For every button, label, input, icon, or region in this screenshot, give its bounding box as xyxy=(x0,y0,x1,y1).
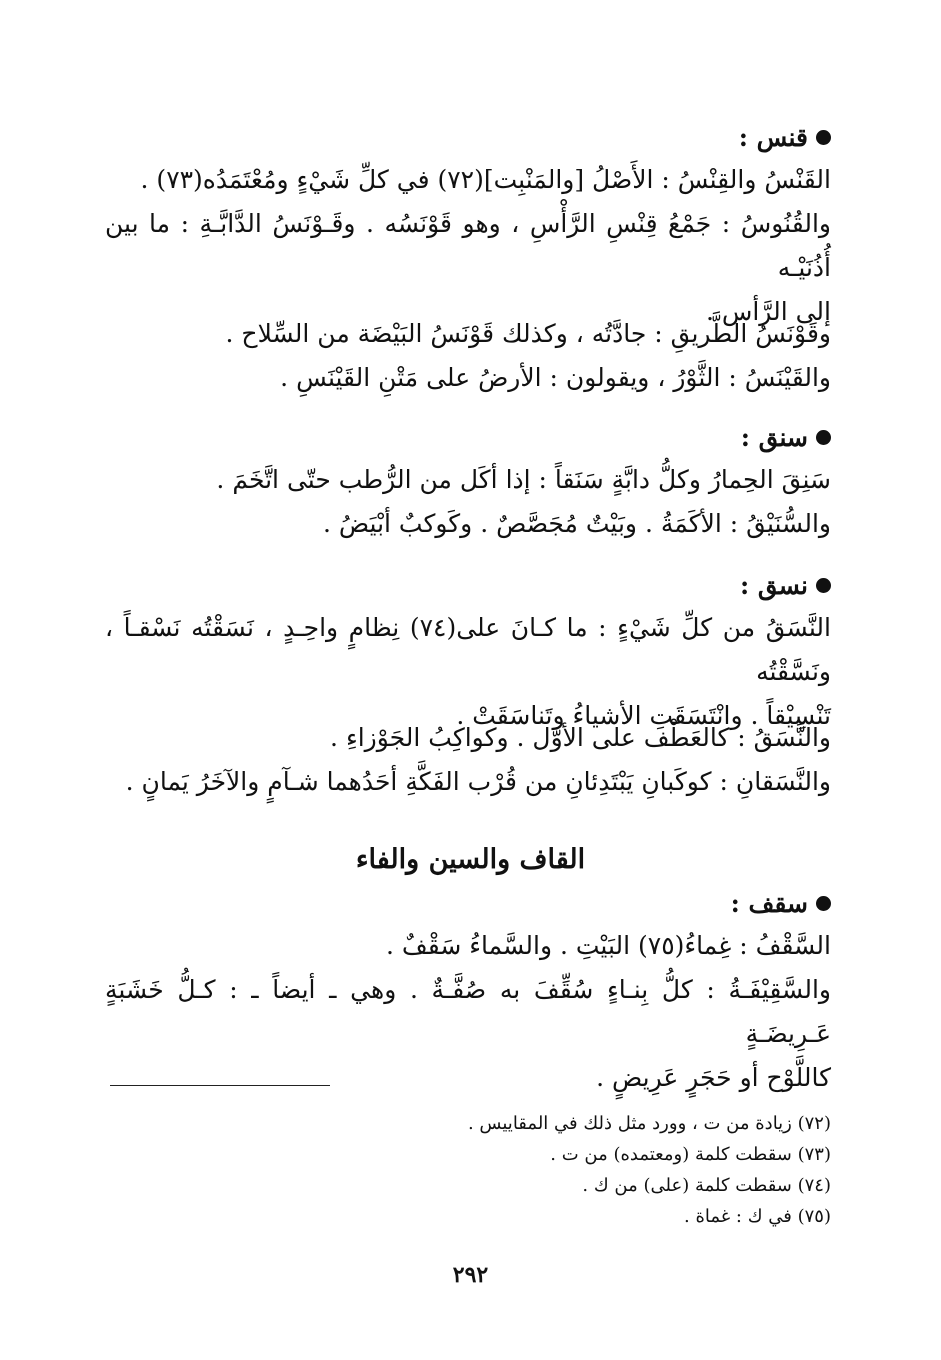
footnote: (٧٣) سقطت كلمة (ومعتمده) من ت . xyxy=(550,1144,831,1165)
footnote: (٧٥) في ك : غماة . xyxy=(684,1206,831,1227)
entry-text-line: والقَيْنَسُ : الثَّوْرُ ، ويقولون : الأرضُ على مَتْنِ القَيْنَسِ . xyxy=(280,363,831,392)
entry-text-line: سَنِقَ الحِمارُ وكلُّ دابَّةٍ سَنَقاً : إذا أكَل من الرُّطب حتّى اتَّخَمَ . xyxy=(216,465,831,494)
entry-text-line: القَنْسُ والقِنْسُ : الأَصْلُ [والمَنْبِت](٧٢) في كلِّ شَيْءٍ ومُعْتَمَدُه(٧٣) . xyxy=(140,165,831,194)
bullet-icon xyxy=(816,578,831,593)
footnotes xyxy=(110,1108,831,1232)
entry-qns-continued xyxy=(105,312,831,400)
entry-text-line: والنَّسَقانِ : كوكَبانِ يَبْتَدِئانِ من قُرْب الفَكَّةِ أحَدُهما شـآمٍ والآخَرُ يَمانٍ . xyxy=(125,767,831,796)
entry-text-line: والسُّنَيْقُ : الأكَمَةُ . وبَيْتٌ مُجَصَّصٌ . وكَوكبٌ أبْيَضُ . xyxy=(323,509,831,538)
bullet-icon xyxy=(816,430,831,445)
entry-qns xyxy=(105,118,831,334)
entry-heading: نسق : xyxy=(105,566,831,606)
entry-sqf xyxy=(105,884,831,1100)
footnote-divider xyxy=(110,1085,330,1086)
entry-text-line: كاللَّوْح أو حَجَرٍ عَرِيضٍ . xyxy=(596,1063,831,1092)
entry-text-line: السَّقْفُ : غِماءُ(٧٥) البَيْتِ . والسَّماءُ سَقْفٌ . xyxy=(385,931,831,960)
entry-text-line: النَّسَقُ من كلِّ شَيْءٍ : ما كـانَ على(٧٤) نِظامٍ واحِـدٍ ، نَسَقْتُه نَسْقـاً ، ونَسَّقْتُه xyxy=(105,613,831,686)
footnote: (٧٢) زيادة من ت ، وورد مثل ذلك في المقاييس . xyxy=(467,1113,831,1134)
entry-nsq-continued xyxy=(105,716,831,804)
entry-snq xyxy=(105,418,831,546)
entry-text-line: تَنْسِيْقاً . وانْتَسَقَتِ الأشياءُ وتَناسَقَتْ . xyxy=(456,701,831,730)
footnote: (٧٤) سقطت كلمة (على) من ك . xyxy=(582,1175,831,1196)
entry-text-line: والسَّقِيْفَـةُ : كلُّ بِنـاءٍ سُقِّفَ به صُفَّـةٌ . وهي ـ أيضاً ـ : كـلُّ خَشَبَةٍ عَـرِيضَـةٍ xyxy=(105,975,831,1048)
entry-heading: قنس : xyxy=(105,118,831,158)
entry-text-line: والقُنُوسُ : جَمْعُ قِنْسِ الرَّأْسِ ، وهو قَوْنَسُه . وقَـوْنَسُ الدَّابَّـةِ : ما بين أُذُنَيْـه xyxy=(105,209,831,282)
entry-heading: سقف : xyxy=(105,884,831,924)
bullet-icon xyxy=(816,130,831,145)
entry-text-line: وقَوْنَسُ الطَّريقِ : جادَّتُه ، وكذلك قَوْنَسُ البَيْضَة من السِّلاح . xyxy=(225,319,831,348)
entry-text-line: إلى الرَّأس . xyxy=(705,297,831,326)
section-title: القاف والسين والفاء xyxy=(355,844,586,875)
bullet-icon xyxy=(816,896,831,911)
entry-text-line: والنَّسَقُ : كالعَطْف على الأوَّل . وكواكِبُ الجَوْزاءِ . xyxy=(330,723,831,752)
entry-heading: سنق : xyxy=(105,418,831,458)
entry-nsq xyxy=(105,566,831,738)
page-number: ٢٩٢ xyxy=(452,1262,489,1288)
